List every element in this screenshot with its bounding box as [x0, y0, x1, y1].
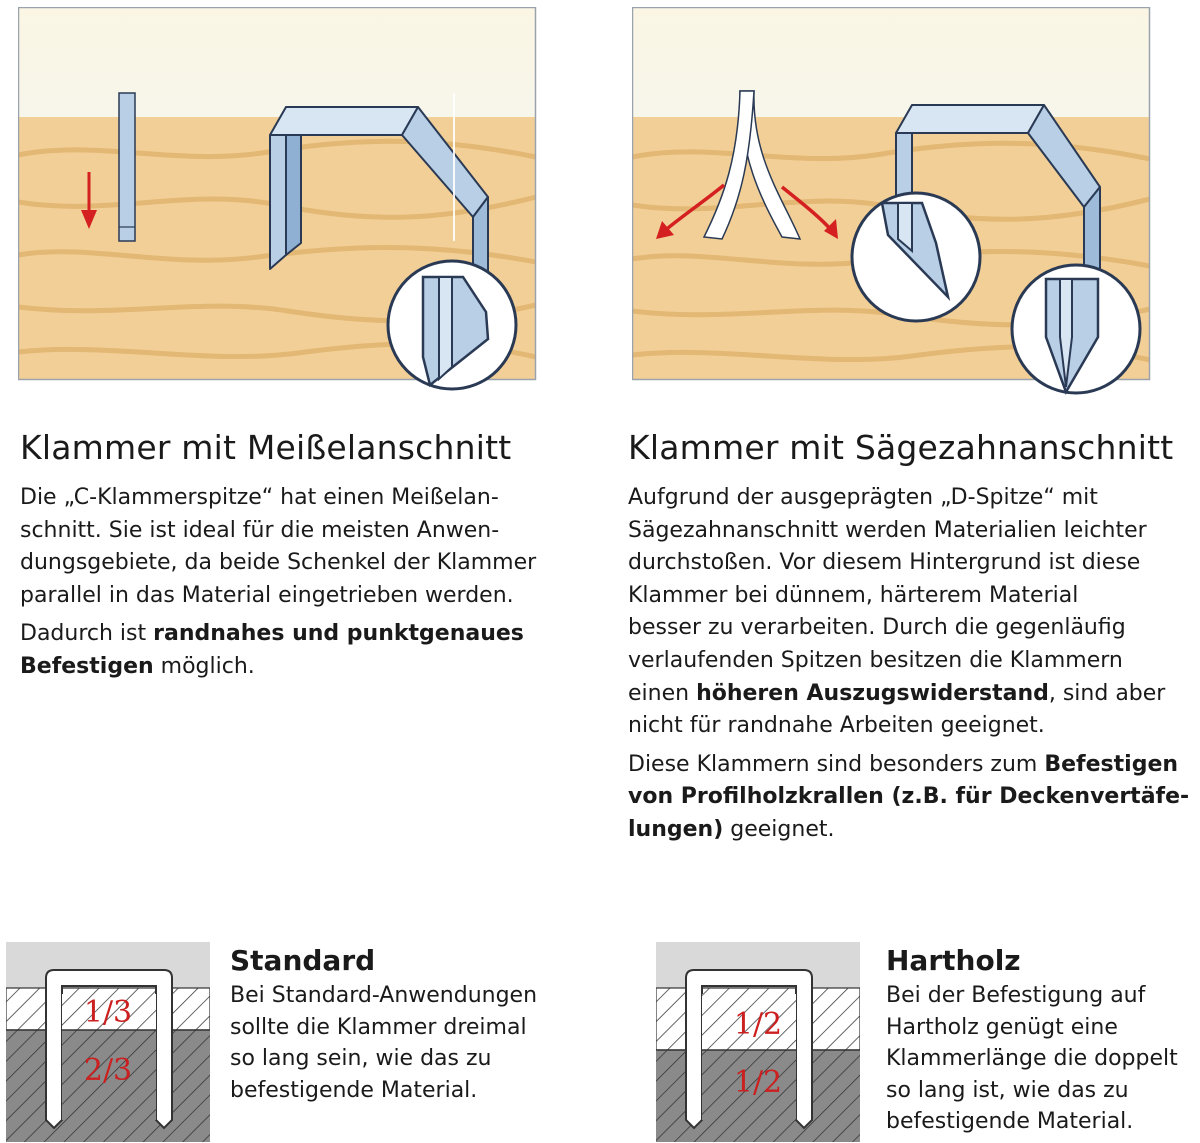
text-fragment: Diese Klammern sind besonders zum — [628, 751, 1045, 777]
text-fragment: geeignet. — [723, 816, 835, 842]
ratio-top-label: 1/2 — [733, 1007, 783, 1042]
chisel-staple-illustration — [18, 7, 538, 402]
staple-side-view — [119, 93, 135, 241]
text-line: Die „C-Klammerspitze“ hat einen Meißelan- — [20, 485, 499, 510]
chisel-staple-title: Klammer mit Meißelanschnitt — [20, 428, 512, 467]
chisel-tip-detail — [388, 261, 516, 389]
text-line: dungsgebiete, da beide Schenkel der Klammer — [20, 550, 537, 576]
text-line: Klammer bei dünnem, härterem Material — [628, 582, 1079, 608]
text-line: Hartholz genügt eine — [886, 1014, 1118, 1040]
saw-tip-detail-right — [1012, 265, 1140, 393]
sawtooth-staple-illustration — [632, 7, 1200, 402]
text-fragment: Dadurch ist — [20, 621, 154, 647]
text-line: Bei der Befestigung auf — [886, 983, 1146, 1008]
text-line: befestigende Material. — [230, 1077, 478, 1103]
hardwood-title: Hartholz — [886, 944, 1021, 977]
sawtooth-staple-title: Klammer mit Sägezahnanschnitt — [628, 428, 1174, 467]
emphasis-text: höheren Auszugswiderstand — [696, 680, 1049, 706]
standard-description — [230, 980, 600, 1106]
text-line: parallel in das Material eingetrieben werden. — [20, 582, 514, 608]
emphasis-text: Befestigen — [20, 653, 154, 679]
text-line: sollte die Klammer dreimal — [230, 1014, 527, 1040]
text-line: schnitt. Sie ist ideal für die meisten Anwen- — [20, 517, 500, 543]
text-line: nicht für randnahe Arbeiten geeignet. — [628, 713, 1045, 739]
chisel-staple-description — [20, 482, 600, 690]
text-line: durchstoßen. Vor diesem Hintergrund ist diese — [628, 550, 1141, 576]
text-line: Klammerlänge die doppelt — [886, 1046, 1178, 1071]
text-line: so lang ist, wie das zu — [886, 1077, 1129, 1103]
text-line: so lang sein, wie das zu — [230, 1046, 492, 1071]
text-line: Sägezahnanschnitt werden Materialien leichter — [628, 517, 1147, 543]
text-line: Aufgrund der ausgeprägten „D-Spitze“ mit — [628, 485, 1098, 510]
hardwood-description — [886, 980, 1198, 1138]
standard-title: Standard — [230, 944, 376, 977]
saw-tip-detail-left — [852, 193, 980, 321]
standard-ratio-diagram — [6, 942, 210, 1142]
ratio-bottom-label: 1/2 — [733, 1065, 783, 1100]
hardwood-ratio-diagram — [656, 942, 860, 1142]
text-line: befestigende Material. — [886, 1109, 1134, 1134]
ratio-bottom-label: 2/3 — [83, 1053, 133, 1088]
ratio-top-label: 1/3 — [83, 995, 133, 1030]
emphasis-text: Befestigen — [1044, 751, 1179, 777]
text-fragment: einen — [628, 680, 697, 706]
emphasis-text: von Profilholzkrallen (z.B. für Deckenvertäfe- — [628, 784, 1190, 810]
text-fragment: , sind aber — [1048, 680, 1166, 706]
text-line: Bei Standard-Anwendungen — [230, 983, 538, 1008]
text-fragment: möglich. — [153, 653, 255, 679]
text-line: besser zu verarbeiten. Durch die gegenläufig — [628, 615, 1126, 641]
emphasis-text: lungen) — [628, 816, 724, 842]
sawtooth-staple-description — [628, 482, 1200, 853]
text-line: verlaufenden Spitzen besitzen die Klammern — [628, 647, 1123, 673]
emphasis-text: randnahes und punktgenaues — [153, 621, 524, 647]
